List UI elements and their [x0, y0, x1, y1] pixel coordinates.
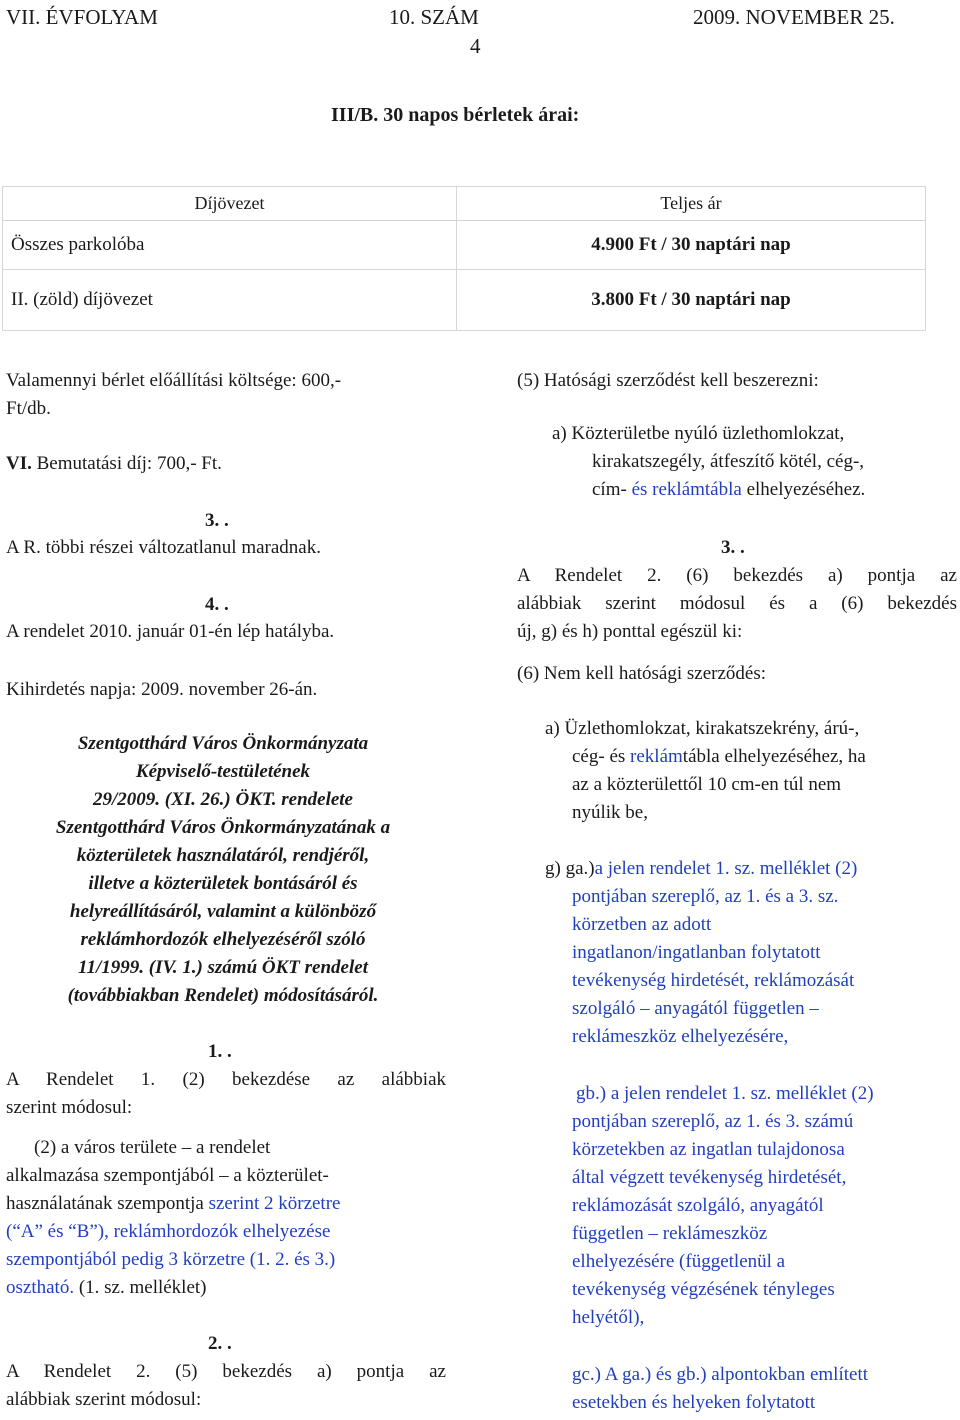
table-header-price: Teljes ár: [457, 187, 926, 221]
table-header-row: [3, 187, 926, 221]
a-line-3-a: cím-: [592, 479, 632, 500]
p2-line-2: alkalmazása szempontjából – a közterület-: [6, 1165, 329, 1186]
ordinance-title: [0, 730, 446, 1010]
p6-intro: (6) Nem kell hatósági szerződés:: [517, 663, 767, 684]
gb-line-1: gb.) a jelen rendelet 1. sz. melléklet (2): [576, 1083, 874, 1104]
ordinance-title-line: 11/1999. (IV. 1.) számú ÖKT rendelet: [78, 957, 368, 978]
s1-line-2: szerint módosul:: [6, 1097, 133, 1118]
table-cell-zone: Összes parkolóba: [3, 221, 457, 270]
gb-line: helyétől),: [572, 1307, 645, 1328]
p2-line-6: [6, 1274, 207, 1302]
ordinance-title-line: helyreállításáról, valamint a különböző: [69, 901, 377, 922]
ordinance-title-line: Szentgotthárd Város Önkormányzatának a: [55, 817, 391, 838]
a-line-2: kirakatszegély, átfeszítő kötél, cég-,: [592, 451, 865, 472]
a-line-3-c: elhelyezéséhez.: [741, 479, 866, 500]
g-line: tevékenység hirdetését, reklámozását: [572, 970, 855, 991]
gb-line: reklámozását szolgáló, anyagától: [572, 1195, 824, 1216]
gb-line: által végzett tevékenység hirdetését,: [572, 1167, 847, 1188]
ordinance-title-line: Szentgotthárd Város Önkormányzata: [77, 733, 369, 754]
p2-line-3-b: szerint 2 körzetre: [208, 1193, 341, 1214]
vi-text: Bemutatási díj: 700,- Ft.: [31, 453, 222, 474]
g-line: ingatlanon/ingatlanban folytatott: [572, 942, 821, 963]
a-line-1: a) Közterületbe nyúló üzlethomlokzat,: [552, 423, 845, 444]
p2-line-3: [6, 1190, 340, 1218]
section-title: III/B. 30 napos bérletek árai:: [331, 104, 580, 126]
g-line-1-text: a jelen rendelet 1. sz. melléklet (2): [594, 858, 858, 879]
g-line: szolgáló – anyagától független –: [572, 998, 819, 1019]
cost-line-1: Valamennyi bérlet előállítási költsége: 600,-: [6, 370, 342, 391]
a2-line-4: nyúlik be,: [572, 802, 648, 823]
p2-line-6-a: osztható.: [6, 1277, 75, 1298]
g-line: pontjában szereplő, az 1. és a 3. sz.: [572, 886, 839, 907]
p2-line-4: (“A” és “B”), reklámhordozók elhelyezése: [6, 1221, 331, 1242]
vi-line: [6, 450, 222, 478]
p2-line-6-b: (1. sz. melléklet): [74, 1277, 207, 1298]
p5-intro: (5) Hatósági szerződést kell beszerezni:: [517, 370, 819, 391]
gb-line: körzetekben az ingatlan tulajdonosa: [572, 1139, 845, 1160]
r-s3-line-2: alábbiak szerint módosul és a (6) bekezdés: [517, 593, 957, 614]
p2-line-5: szempontjából pedig 3 körzetre (1. 2. és 3.): [6, 1249, 336, 1270]
p2-line-3-a: használatának szempontja: [6, 1193, 209, 1214]
cost-line-2: Ft/db.: [6, 398, 51, 419]
a2-line-2-a: cég- és: [572, 746, 631, 767]
s2-line-1: A Rendelet 2. (5) bekezdés a) pontja az: [6, 1361, 446, 1382]
gb-line: független – reklámeszköz: [572, 1223, 768, 1244]
p2-line-1: (2) a város területe – a rendelet: [34, 1137, 271, 1158]
r-s3-line-3: új, g) és h) ponttal egészül ki:: [517, 621, 743, 642]
header-date: 2009. NOVEMBER 25.: [693, 5, 895, 29]
r-s3-line-1: A Rendelet 2. (6) bekezdés a) pontja az: [517, 565, 957, 586]
header-volume: VII. ÉVFOLYAM: [6, 5, 158, 29]
left-section-4-title: 4. .: [205, 594, 229, 615]
s2-line-2: alábbiak szerint módosul:: [6, 1389, 202, 1410]
gb-line: elhelyezésére (függetlenül a: [572, 1251, 786, 1272]
left-section-2-title: 2. .: [208, 1333, 232, 1354]
s1-line-1: A Rendelet 1. (2) bekezdése az alábbiak: [6, 1069, 446, 1090]
a2-line-3: az a közterülettől 10 cm-en túl nem: [572, 774, 842, 795]
left-section-4-text: A rendelet 2010. január 01-én lép hatályba.: [6, 621, 335, 642]
right-section-3-title: 3. .: [721, 537, 745, 558]
g-line-1: [545, 855, 857, 883]
table-row: [3, 221, 926, 270]
announcement: Kihirdetés napja: 2009. november 26-án.: [6, 679, 318, 700]
left-section-1-title: 1. .: [208, 1041, 232, 1062]
left-section-3-title: 3. .: [205, 510, 229, 531]
ordinance-title-line: reklámhordozók elhelyezéséről szóló: [80, 929, 366, 950]
gc-line-1: gc.) A ga.) és gb.) alpontokban említett: [572, 1364, 869, 1385]
a2-line-2-b: reklám: [630, 746, 683, 767]
table-cell-price: 3.800 Ft / 30 naptári nap: [457, 270, 926, 331]
ordinance-title-line: illetve a közterületek bontásáról és: [88, 873, 358, 894]
ordinance-title-line: Képviselő-testületének: [135, 761, 311, 782]
a2-line-2-c: tábla elhelyezéséhez, ha: [682, 746, 866, 767]
left-section-3-text: A R. többi részei változatlanul maradnak.: [6, 537, 321, 558]
gb-line: tevékenység végzésének tényleges: [572, 1279, 835, 1300]
a-line-3-b: és reklámtábla: [631, 479, 742, 500]
gc-line-2: esetekben és helyeken folytatott: [572, 1392, 816, 1413]
table-cell-zone: II. (zöld) díjövezet: [3, 270, 457, 331]
table-cell-price: 4.900 Ft / 30 naptári nap: [457, 221, 926, 270]
fee-table: [2, 186, 926, 331]
g-line: körzetben az adott: [572, 914, 712, 935]
page-number: 4: [470, 34, 481, 58]
g-line: reklámeszköz elhelyezésére,: [572, 1026, 789, 1047]
table-header-zone: Díjövezet: [3, 187, 457, 221]
a2-line-2: [572, 743, 866, 771]
gb-line: pontjában szereplő, az 1. és 3. számú: [572, 1111, 854, 1132]
a-line-3: [592, 476, 865, 504]
vi-number: VI.: [6, 453, 32, 474]
ordinance-title-line: 29/2009. (XI. 26.) ÖKT. rendelete: [92, 789, 353, 810]
table-row: [3, 270, 926, 331]
header-issue: 10. SZÁM: [389, 5, 479, 29]
ordinance-title-line: (továbbiakban Rendelet) módosításáról.: [67, 985, 379, 1006]
ordinance-title-line: közterületek használatáról, rendjéről,: [76, 845, 370, 866]
g-prefix: g) ga.): [545, 858, 595, 879]
a2-line-1: a) Üzlethomlokzat, kirakatszekrény, árú-,: [545, 718, 860, 739]
